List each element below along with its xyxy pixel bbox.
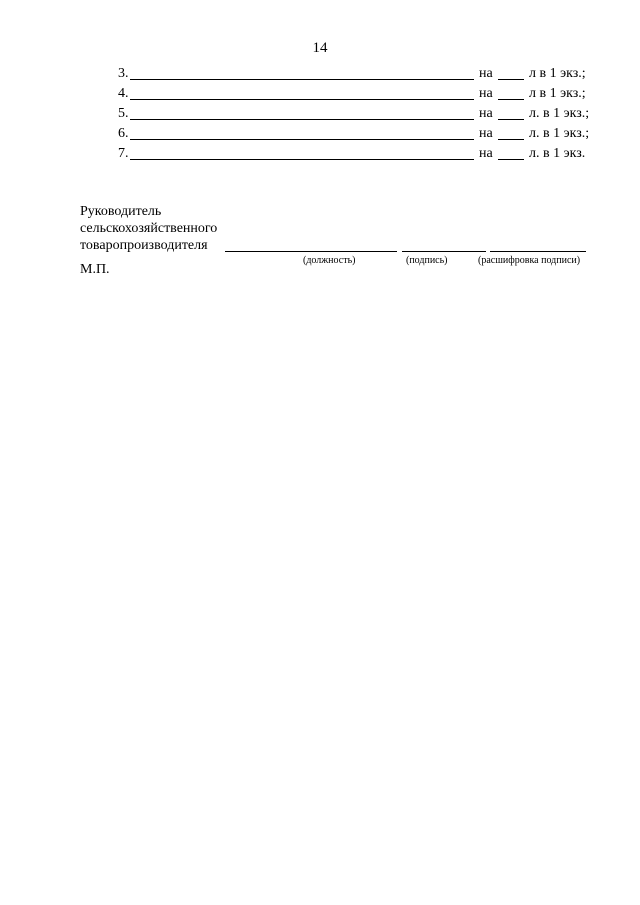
list-item-title-field[interactable] [130, 139, 474, 140]
list-item-number: 3. [118, 66, 129, 81]
list-item-pages-field[interactable] [498, 99, 524, 100]
list-item [118, 64, 598, 84]
list-item-na-label: на [479, 146, 493, 161]
list-item-suffix: л. в 1 экз. [529, 146, 586, 161]
signature-block [80, 203, 600, 268]
signature-decoding-field[interactable] [490, 251, 586, 252]
signature-field[interactable] [402, 251, 486, 252]
list-item [118, 104, 598, 124]
list-item-title-field[interactable] [130, 119, 474, 120]
signature-captions [80, 254, 600, 268]
list-item-suffix: л в 1 экз.; [529, 66, 586, 81]
list-item-pages-field[interactable] [498, 139, 524, 140]
list-item-number: 4. [118, 86, 129, 101]
signatory-title-line-3: товаропроизводителя [80, 238, 208, 253]
list-item-na-label: на [479, 126, 493, 141]
list-item-na-label: на [479, 66, 493, 81]
list-item-suffix: л. в 1 экз.; [529, 106, 590, 121]
document-list [118, 64, 598, 164]
list-item-na-label: на [479, 106, 493, 121]
list-item [118, 84, 598, 104]
list-item-number: 6. [118, 126, 129, 141]
list-item-title-field[interactable] [130, 79, 474, 80]
list-item-number: 5. [118, 106, 129, 121]
signatory-title-line-2: сельскохозяйственного [80, 221, 218, 236]
signature-caption: (подпись) [406, 255, 448, 266]
position-caption: (должность) [303, 255, 356, 266]
list-item-pages-field[interactable] [498, 159, 524, 160]
stamp-label: М.П. [80, 262, 110, 277]
list-item-pages-field[interactable] [498, 79, 524, 80]
list-item-na-label: на [479, 86, 493, 101]
list-item [118, 124, 598, 144]
list-item-pages-field[interactable] [498, 119, 524, 120]
signature-decoding-caption: (расшифровка подписи) [478, 255, 581, 266]
position-field[interactable] [225, 251, 397, 252]
page-number: 14 [312, 40, 328, 56]
signatory-title-line-1: Руководитель [80, 204, 162, 219]
list-item-number: 7. [118, 146, 129, 161]
list-item-title-field[interactable] [130, 99, 474, 100]
list-item-title-field[interactable] [130, 159, 474, 160]
list-item-suffix: л в 1 экз.; [529, 86, 586, 101]
list-item [118, 144, 598, 164]
signature-row [80, 237, 600, 254]
list-item-suffix: л. в 1 экз.; [529, 126, 590, 141]
